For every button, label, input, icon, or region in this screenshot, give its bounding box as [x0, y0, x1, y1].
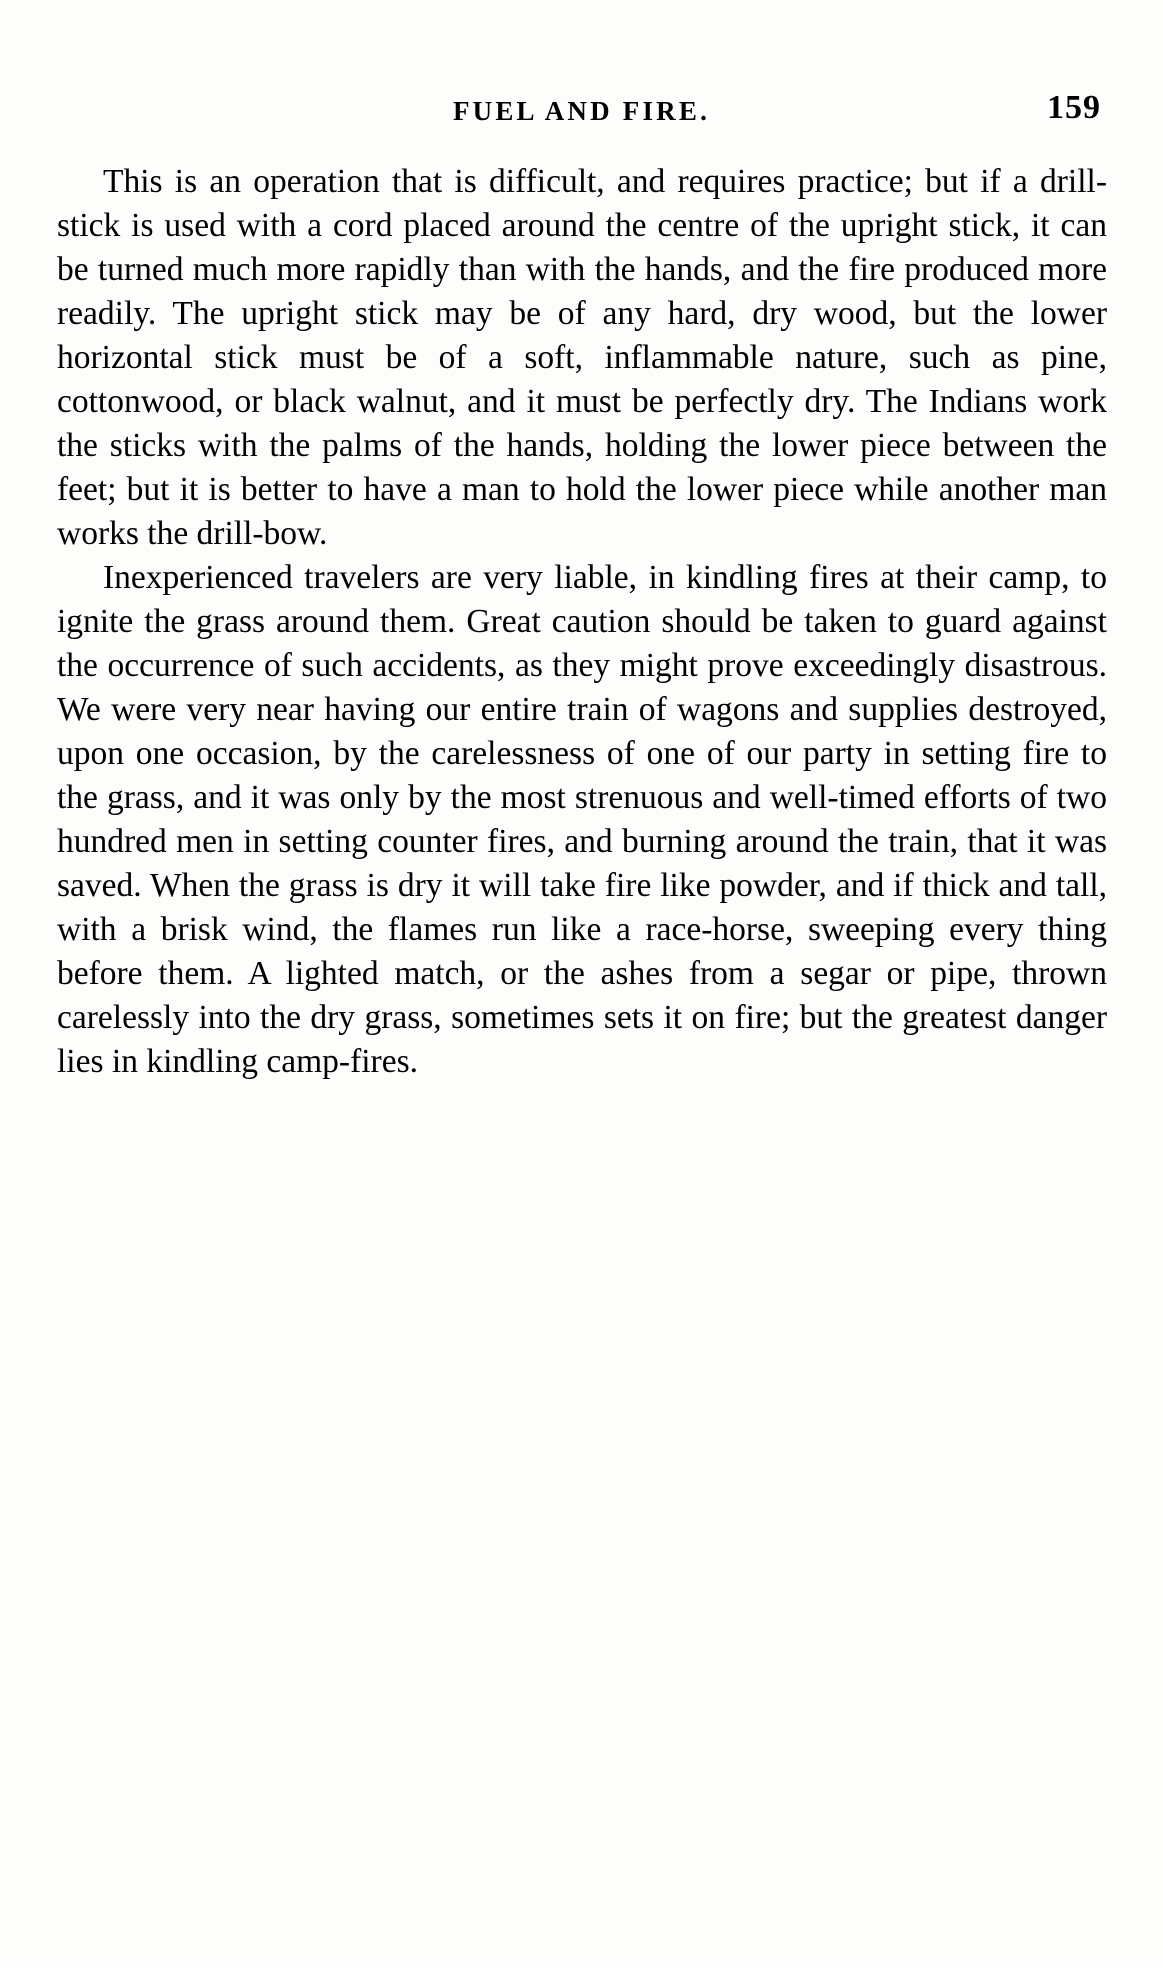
running-head: FUEL AND FIRE.: [452, 96, 711, 126]
page-number: 159: [1047, 89, 1101, 126]
paragraph: Inexperienced travelers are very liable, in kindling fires at their camp, to ignite the grass around them. Great caution should be taken to guard against the occurrence of such accidents, as they might prove exceedingly disastrous. We were very near having our entire train of wagons and supplies destroyed, upon one occasion, by the carelessness of one of our party in setting fire to the grass, and it was only by the most strenuous and well-timed efforts of two hundred men in setting counter fires, and burning around the train, that it was saved. When the grass is dry it will take fire like powder, and if thick and tall, with a brisk wind, the flames run like a race-horse, sweeping every thing before them. A lighted match, or the ashes from a segar or pipe, thrown carelessly into the dry grass, sometimes sets it on fire; but the greatest danger lies in kindling camp-fires.: [57, 559, 1107, 1080]
page-header: [0, 89, 1163, 136]
paragraph: This is an operation that is difficult, and requires practice; but if a drill-stick is used with a cord placed around the centre of the upright stick, it can be turned much more rapidly than with the hands, and the fire produced more readily. The upright stick may be of any hard, dry wood, but the lower horizontal stick must be of a soft, inflammable nature, such as pine, cottonwood, or black walnut, and it must be perfectly dry. The Indians work the sticks with the palms of the hands, holding the lower piece between the feet; but it is better to have a man to hold the lower piece while another man works the drill-bow.: [57, 163, 1107, 552]
page-body: [57, 160, 1107, 1084]
page-bottom-edge: [0, 1962, 1163, 1984]
